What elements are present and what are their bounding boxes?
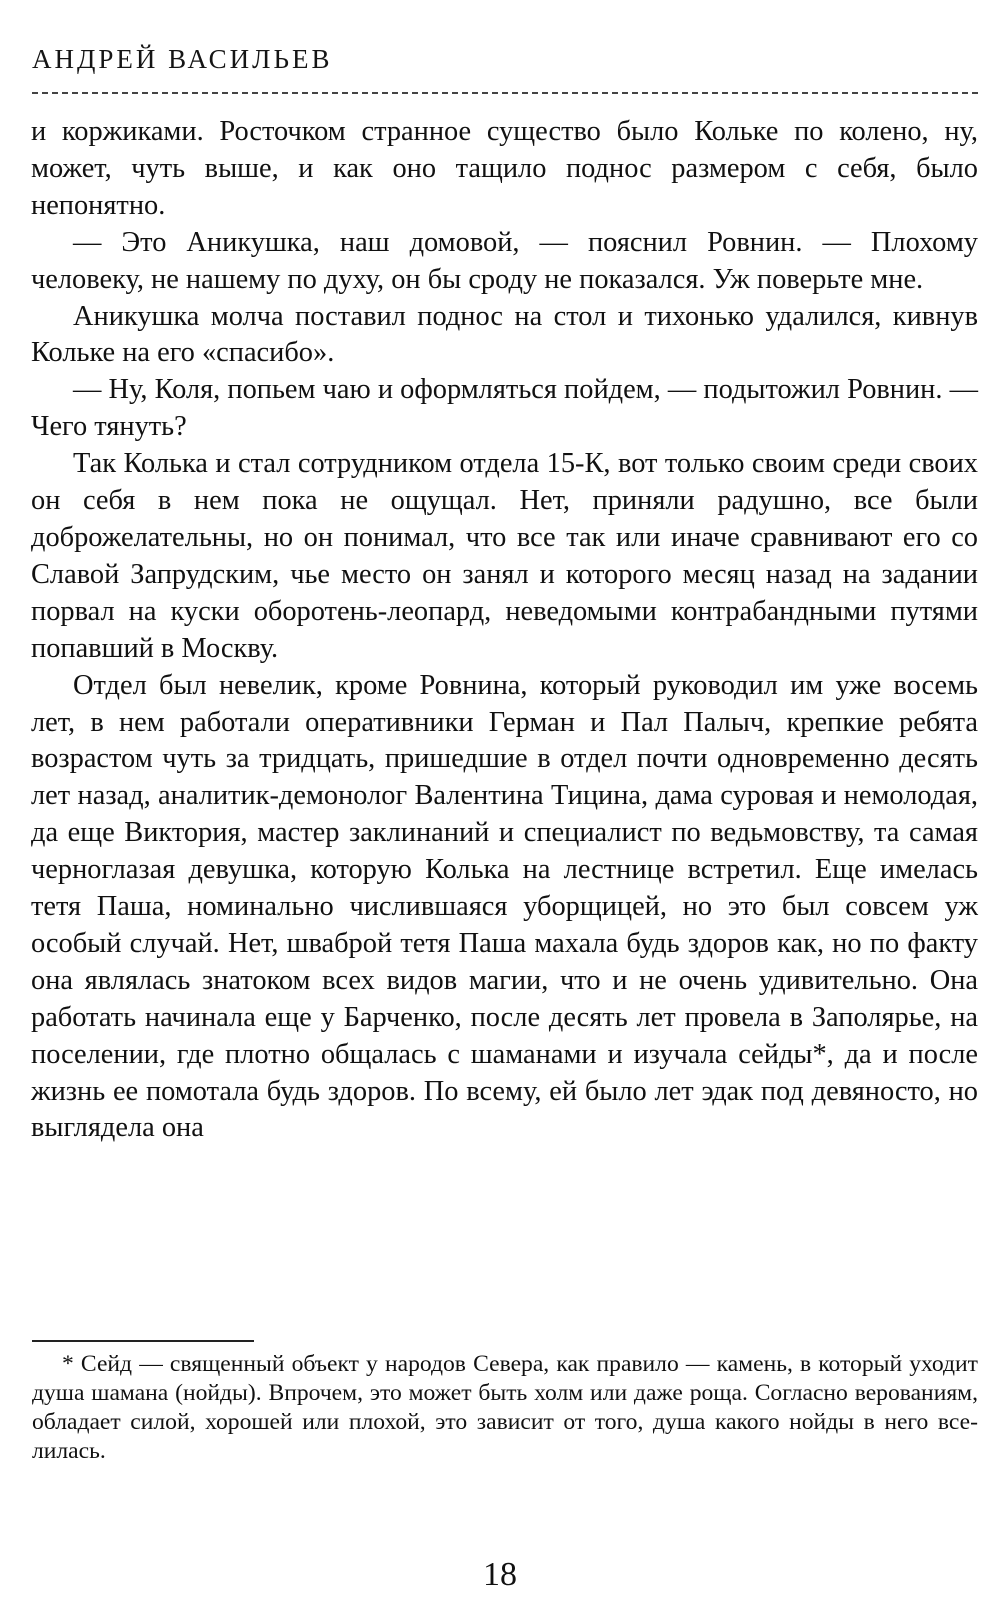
header-rule [32,92,978,94]
paragraph: Так Колька и стал сотрудником отдела 15-К, вот только своим среди своих он себя в нем пока не ощущал. Нет, приняли радушно, все были доброжелательны, но он понимал, что все так или иначе сравнивают его со Славой Запрудским, чье место он занял и которого месяц назад на задании порвал на куски оборотень-леопард, неведомыми контрабандными путями попавший в Москву. [31,448,978,664]
paragraph: — Ну, Коля, попьем чаю и оформляться пойдем, — подытожил Ровнин. — Чего тянуть? [31,374,978,443]
paragraph: и коржиками. Росточком странное существо было Кольке по колено, ну, может, чуть выше, и как оно тащило поднос размером с себя, было непонятно. [31,116,978,221]
running-head-author: АНДРЕЙ ВАСИЛЬЕВ [32,44,333,74]
footnote-rule [32,1340,254,1342]
footnote: * Сейд — священный объект у народов Севера, как правило — камень, в который уходит душа шамана (нойды). Впрочем, это может быть холм или даже роща. Согласно верованиям, обладает силой, хорошей или плохой, это зависит от того, душа какого нойды в него вселилась. [32,1351,978,1464]
paragraph: — Это Аникушка, наш домовой, — пояснил Ровнин. — Плохому человеку, не нашему по духу, он бы сроду не показался. Уж поверьте мне. [31,226,978,295]
main-text [31,114,978,1147]
page-number: 18 [483,1556,517,1593]
paragraph: Аникушка молча поставил поднос на стол и тихонько удалился, кивнув Кольке на его «спасибо». [31,300,978,369]
paragraph: Отдел был невелик, кроме Ровнина, который руководил им уже восемь лет, в нем работали оперативники Герман и Пал Палыч, крепкие ребята возрастом чуть за тридцать, пришедшие в отдел почти одновременно десять лет назад, аналитик-демонолог Валентина Тицина, дама суровая и немолодая, да еще Виктория, мастер заклинаний и специалист по ведьмовству, та самая черноглазая девушка, которую Колька на лестнице встретил. Еще имелась тетя Паша, номинально числившаяся уборщицей, но это был совсем уж особый случай. Нет, шваброй тетя Паша махала будь здоров как, но по факту она являлась знатоком всех видов магии, что и не очень удивительно. Она работать начинала еще у Барченко, после десять лет провела в Заполярье, на поселении, где плотно общалась с шаманами и изучала сейды*, да и после жизнь ее помотала будь здоров. По всему, ей было лет эдак под девяносто, но выглядела она [31,669,978,1144]
